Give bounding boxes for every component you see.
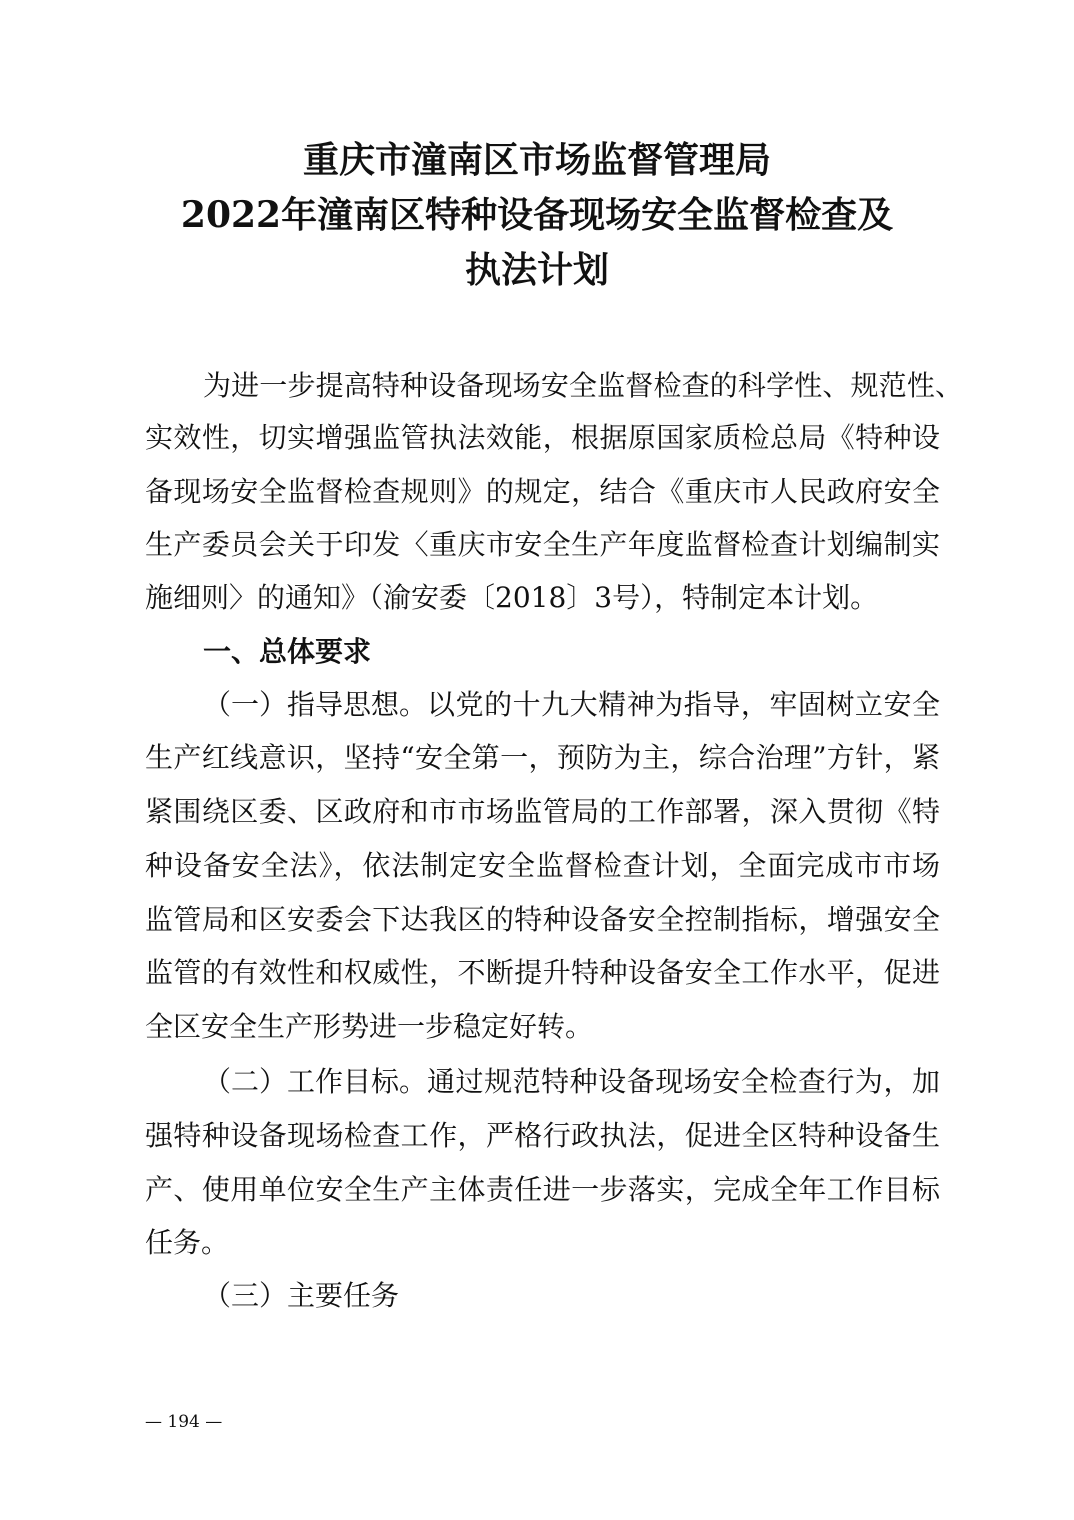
document-title-line-2: 2022年潼南区特种设备现场安全监督检查及	[180, 194, 894, 236]
section-heading: 一、总体要求	[203, 635, 372, 668]
intro-line: 施细则〉的通知》（渝安委〔2018〕3号），特制定本计划。	[145, 581, 879, 614]
page-number: — 194 —	[145, 1412, 223, 1432]
intro-line: 实效性，切实增强监管执法效能，根据原国家质检总局《特种设	[145, 421, 940, 454]
sub2-line: 强特种设备现场检查工作，严格行政执法，促进全区特种设备生	[145, 1119, 940, 1152]
sub3-heading: （三）主要任务	[203, 1279, 400, 1312]
intro-line: 生产委员会关于印发〈重庆市安全生产年度监督检查计划编制实	[145, 528, 940, 561]
intro-line: 备现场安全监督检查规则》的规定，结合《重庆市人民政府安全	[145, 475, 940, 508]
sub1-lead: （一）指导思想。	[203, 688, 428, 721]
document-title-line-1: 重庆市潼南区市场监督管理局	[302, 139, 771, 181]
sub1-line: 监管的有效性和权威性，不断提升特种设备安全工作水平，促进	[145, 956, 940, 989]
intro-line: 为进一步提高特种设备现场安全监督检查的科学性、规范性、	[203, 369, 963, 402]
sub2-line: 任务。	[145, 1226, 230, 1259]
sub1-line: 紧围绕区委、区政府和市市场监管局的工作部署，深入贯彻《特	[145, 795, 940, 828]
sub1-line: 监管局和区安委会下达我区的特种设备安全控制指标，增强安全	[145, 903, 940, 936]
sub2-lead: （二）工作目标。	[203, 1065, 428, 1098]
document-title-line-3: 执法计划	[464, 249, 609, 291]
sub2-line: 产、使用单位安全生产主体责任进一步落实，完成全年工作目标	[145, 1173, 940, 1206]
sub1-line: 种设备安全法》，依法制定安全监督检查计划，全面完成市市场	[145, 849, 940, 882]
sub1-first-line	[203, 688, 940, 722]
sub1-line: 生产红线意识，坚持“安全第一，预防为主，综合治理”方针，紧	[145, 741, 940, 774]
sub1-line: 全区安全生产形势进一步稳定好转。	[145, 1010, 594, 1043]
sub1-line: 以党的十九大精神为指导，牢固树立安全	[427, 688, 940, 721]
sub2-line: 通过规范特种设备现场安全检查行为，加	[427, 1065, 940, 1098]
sub2-first-line	[203, 1065, 940, 1099]
